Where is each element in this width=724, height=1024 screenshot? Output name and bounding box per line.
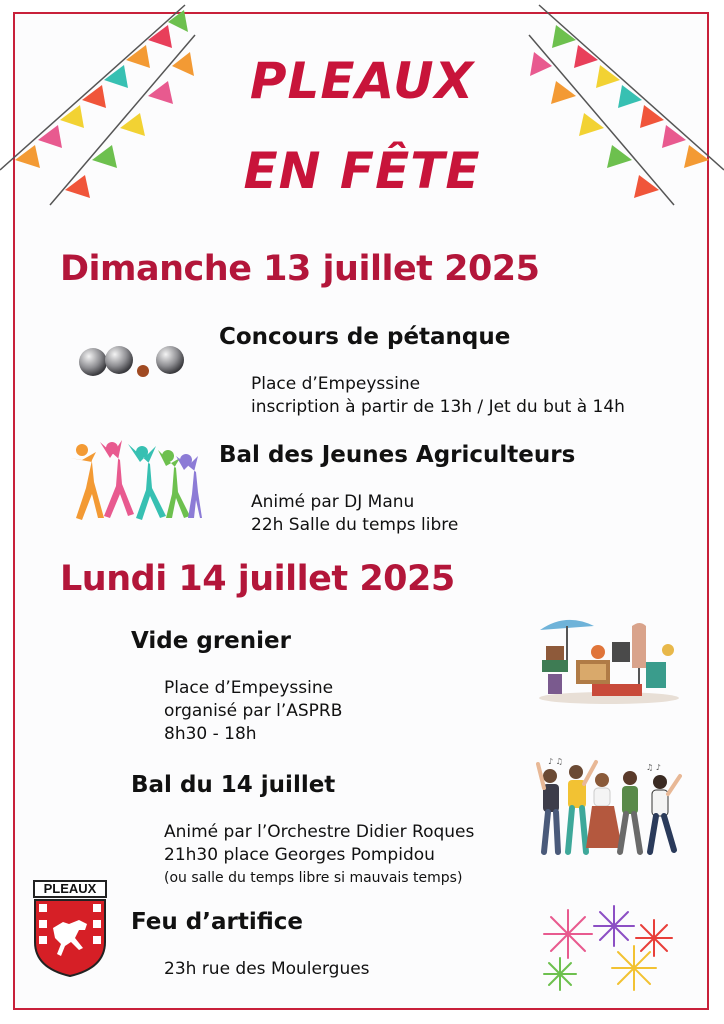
event-line: Place d’Empeyssine xyxy=(251,374,421,394)
svg-text:♫ ♪: ♫ ♪ xyxy=(646,763,661,772)
petanque-balls-icon xyxy=(76,342,188,382)
event-line: organisé par l’ASPRB xyxy=(164,701,343,721)
event-title-bal-ja: Bal des Jeunes Agriculteurs xyxy=(219,442,576,468)
dancers-silhouette-icon xyxy=(62,438,202,524)
event-line: Animé par DJ Manu xyxy=(251,492,415,512)
event-title-feu: Feu d’artifice xyxy=(131,909,303,935)
day-heading-sunday: Dimanche 13 juillet 2025 xyxy=(60,249,540,289)
event-line: 23h rue des Moulergues xyxy=(164,959,370,979)
event-line: 21h30 place Georges Pompidou xyxy=(164,845,435,865)
crest-label: PLEAUX xyxy=(33,880,107,898)
event-line: Animé par l’Orchestre Didier Roques xyxy=(164,822,475,842)
event-line: Place d’Empeyssine xyxy=(164,678,334,698)
poster-title-line-1: PLEAUX xyxy=(249,52,475,110)
event-line: 22h Salle du temps libre xyxy=(251,515,459,535)
svg-text:♪ ♫: ♪ ♫ xyxy=(548,757,563,766)
event-line: 8h30 - 18h xyxy=(164,724,257,744)
event-title-petanque: Concours de pétanque xyxy=(219,324,511,350)
pleaux-crest xyxy=(33,880,107,978)
day-heading-monday: Lundi 14 juillet 2025 xyxy=(60,559,455,599)
event-line-small: (ou salle du temps libre si mauvais temps) xyxy=(164,870,463,886)
flea-market-icon xyxy=(536,612,682,706)
poster-title-line-2: EN FÊTE xyxy=(243,142,481,200)
dancing-people-icon xyxy=(536,756,682,858)
fireworks-icon xyxy=(538,904,680,996)
pleaux-crest-icon xyxy=(33,898,107,978)
event-title-vide-grenier: Vide grenier xyxy=(131,628,291,654)
event-line: inscription à partir de 13h / Jet du but à 14h xyxy=(251,397,625,417)
event-title-bal-14: Bal du 14 juillet xyxy=(131,772,336,798)
